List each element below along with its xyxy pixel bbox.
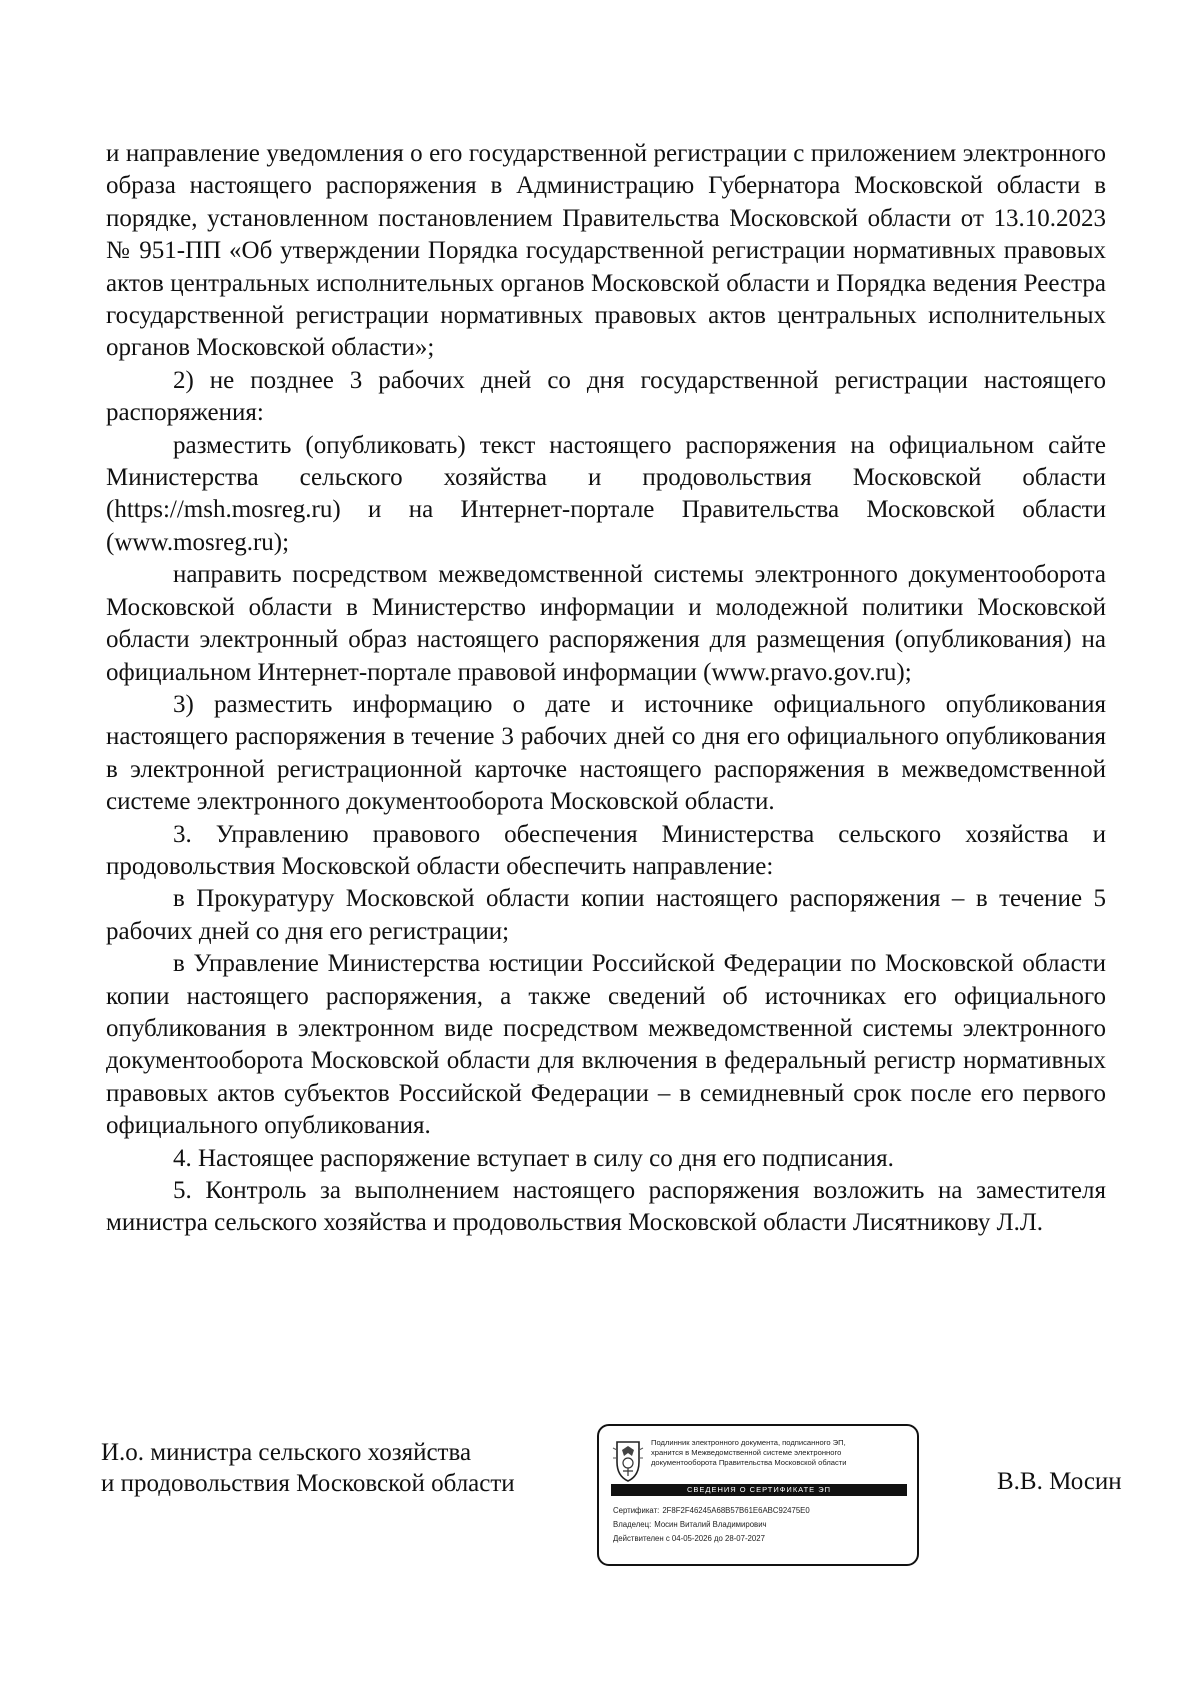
stamp-details: [613, 1504, 810, 1546]
signatory-name: В.В. Мосин: [997, 1468, 1122, 1495]
signatory-position-line-1: И.о. министра сельского хозяйства: [101, 1439, 472, 1466]
paragraph-item-3: 3) разместить информацию о дате и источнике официального опубликования настоящего распоряжения в течение 3 рабочих дней со дня его официального опубликования в электронной регистрационной карточке настоящего распоряжения в межведомственной системе электронного документооборота Московской области.: [106, 690, 1106, 816]
signatory-position-line-2: и продовольствия Московской области: [101, 1470, 515, 1497]
paragraph-registration-notice: и направление уведомления о его государственной регистрации с приложением электронного образа настоящего распоряжения в Администрацию Губернатора Московской области в порядке, установленном постановлением Правительства Московской области от 13.10.2023 № 951-ПП «Об утверждении Порядка государственной регистрации нормативных правовых актов центральных исполнительных органов Московской области и Порядка ведения Реестра государственной регистрации нормативных правовых актов центральных исполнительных органов Московской области»;: [106, 140, 1106, 362]
coat-of-arms-icon: [611, 1438, 645, 1484]
paragraph-section-3: 3. Управлению правового обеспечения Министерства сельского хозяйства и продовольствия Московской области обеспечить направление:: [106, 820, 1106, 880]
paragraph-item-2: 2) не позднее 3 рабочих дней со дня государственной регистрации настоящего распоряжения:: [106, 366, 1106, 427]
stamp-owner: Владелец: Мосин Виталий Владимирович: [613, 1520, 767, 1529]
stamp-header: СВЕДЕНИЯ О СЕРТИФИКАТЕ ЭП: [611, 1484, 907, 1496]
stamp-validity: Действителен с 04-05-2026 до 28-07-2027: [613, 1534, 765, 1543]
paragraph-prosecutor: в Прокуратуру Московской области копии настоящего распоряжения – в течение 5 рабочих дней со дня его регистрации;: [106, 885, 1106, 945]
paragraph-publish-sites: разместить (опубликовать) текст настоящего распоряжения на официальном сайте Министерства сельского хозяйства и продовольствия Московской области (https://msh.mosreg.ru) и на Интернет-портале Правительства Московской области (www.mosreg.ru);: [106, 431, 1106, 556]
electronic-signature-stamp: [597, 1424, 919, 1566]
paragraph-section-5: 5. Контроль за выполнением настоящего распоряжения возложить на заместителя министра сельского хозяйства и продовольствия Московской области Лисятникову Л.Л.: [106, 1177, 1106, 1237]
paragraph-section-4: 4. Настоящее распоряжение вступает в силу со дня его подписания.: [173, 1144, 894, 1172]
stamp-note: Подлинник электронного документа, подписанного ЭП, хранится в Межведомственной системе электронного документооборота Правительства Московской области: [651, 1438, 847, 1467]
signatory-position: [101, 1437, 515, 1499]
document-body: [106, 138, 1106, 1240]
paragraph-ministry-justice: в Управление Министерства юстиции Российской Федерации по Московской области копии настоящего распоряжения, а также сведений об источниках его официального опубликования в электронном виде посредством межведомственной системы электронного документооборота Московской области для включения в федеральный регистр нормативных правовых актов субъектов Российской Федерации – в семидневный срок после его первого официального опубликования.: [106, 950, 1106, 1140]
stamp-certificate: Сертификат: 2F8F2F46245A68B57B61E6ABC92475E0: [613, 1506, 810, 1515]
paragraph-send-pravo: направить посредством межведомственной системы электронного документооборота Московской области в Министерство информации и молодежной политики Московской области электронный образ настоящего распоряжения для размещения (опубликования) на официальном Интернет-портале правовой информации (www.pravo.gov.ru);: [106, 561, 1106, 686]
